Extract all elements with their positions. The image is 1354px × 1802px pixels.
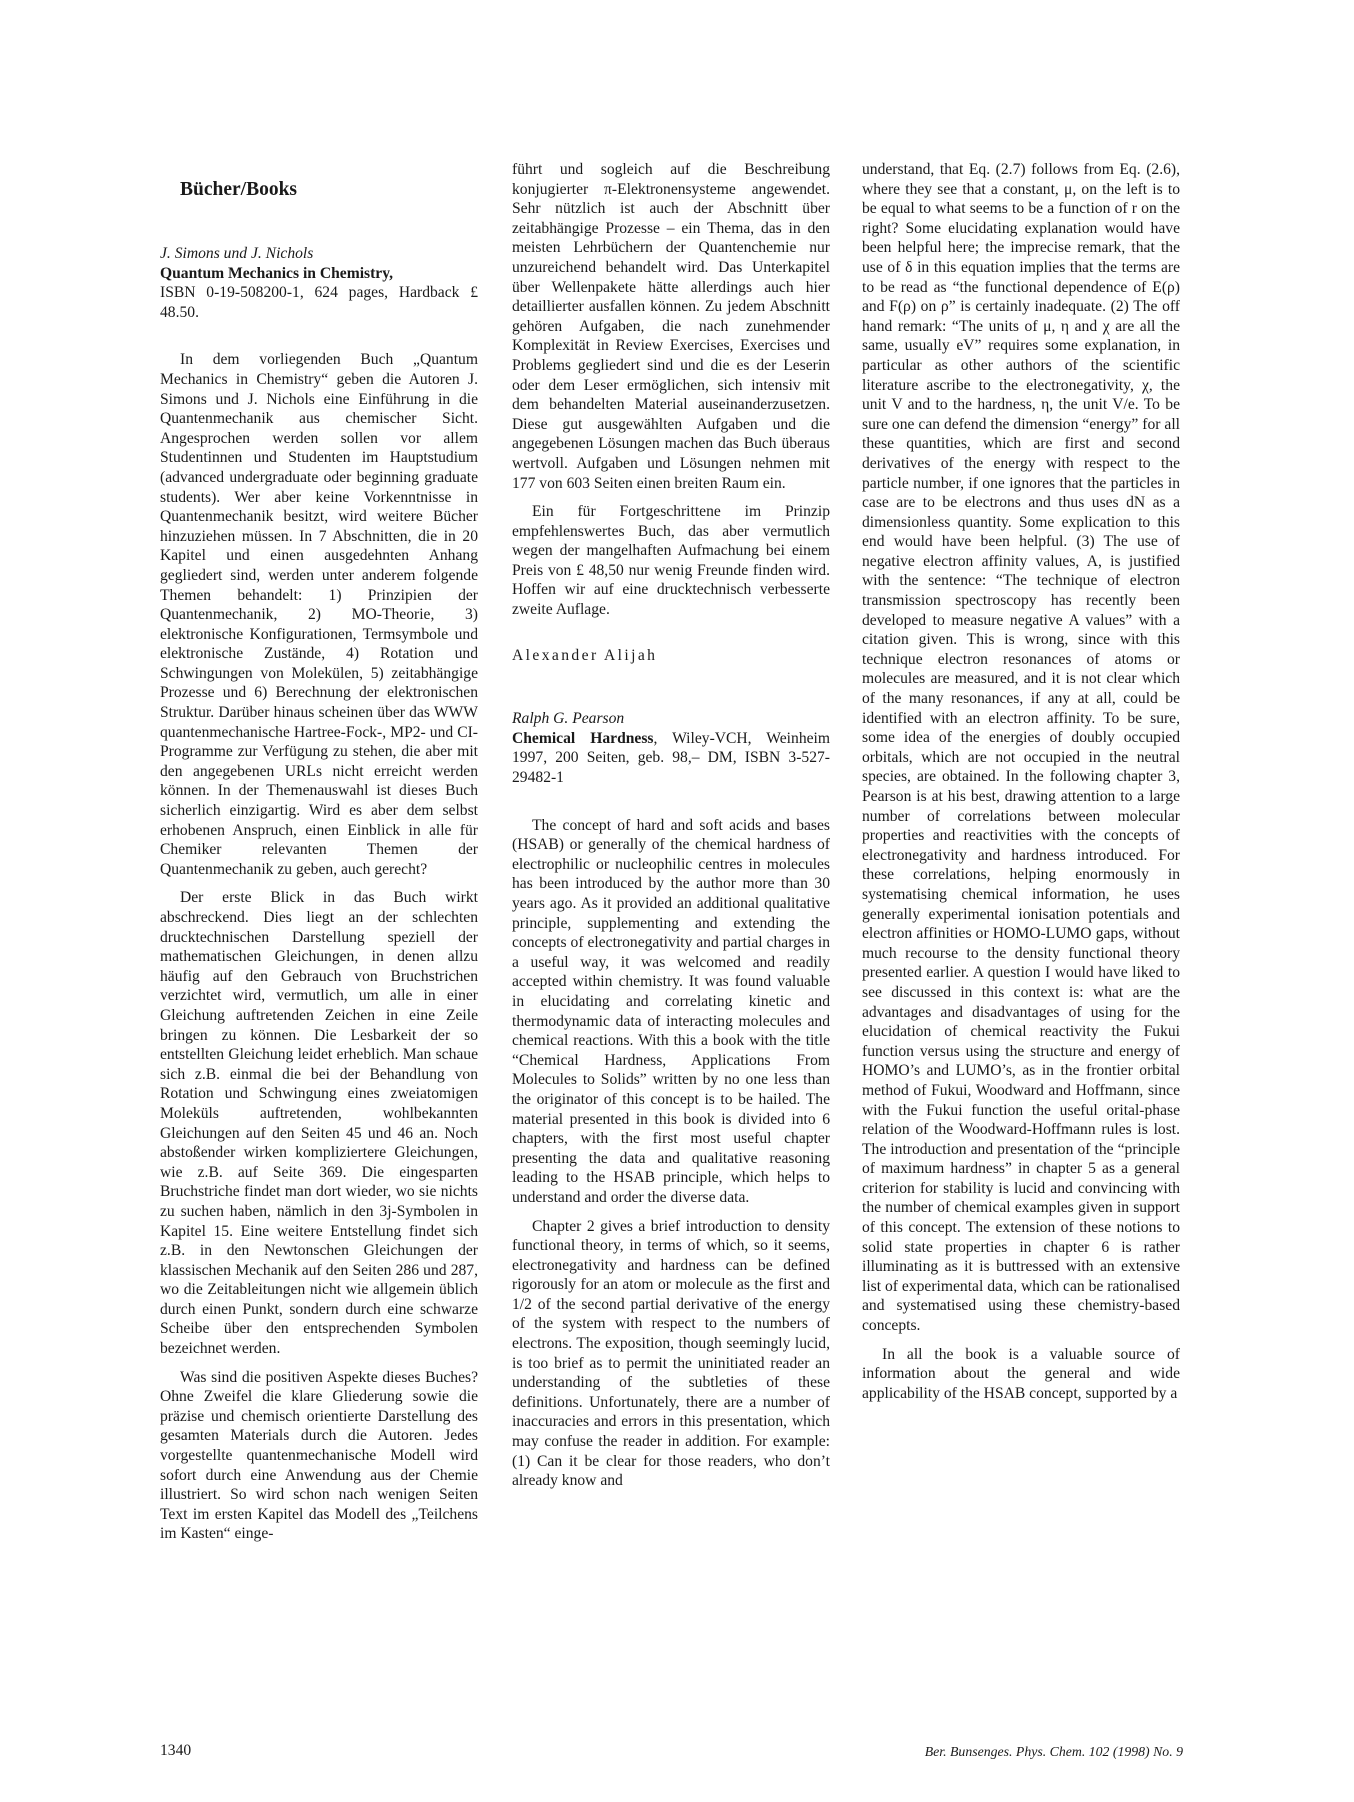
- reviewer-signature: Alexander Alijah: [512, 646, 658, 664]
- review-2-author: Ralph G. Pearson: [512, 710, 625, 728]
- page-number: 1340: [160, 1742, 192, 1759]
- journal-citation: Ber. Bunsenges. Phys. Chem. 102 (1998) No. 9: [924, 1744, 1183, 1759]
- column-3: [862, 160, 1180, 1412]
- review-1-paragraph: In dem vorliegenden Buch „Quantum Mechanics in Chemistry“ geben die Autoren J. Simons und J. Nichols eine Einführung in die Quantenmechanik aus chemischer Sicht. Angesprochen werden sollen vor allem Studentinnen und Studenten im Hauptstudium (advanced undergraduate oder beginning graduate students). Wer aber keine Vorkenntnisse in Quantenmechanik besitzt, wird weitere Bücher hinzuziehen müssen. In 7 Abschnitten, die in 20 Kapitel und einen ausgedehnten Anhang gegliedert sind, werden unter anderem folgende Themen behandelt: 1) Prinzipien der Quantenmechanik, 2) MO-Theorie, 3) elektronische Konfigurationen, Termsymbole und elektronische Zustände, 4) Rotation und Schwingungen von Molekülen, 5) zeitabhängige Prozesse und 6) Berechnung der elektronischen Struktur. Darüber hinaus scheinen über das WWW quantenmechanische Hartree-Fock-, MP2- und CI-Programme zur Verfügung zu stehen, die aber mit den angegebenen URLs nicht erreicht werden können. In der Themenauswahl ist dieses Buch sicherlich einzigartig. Wird es aber dem selbst erhobenen Anspruch, einen Einblick in alle für Chemiker relevanten Themen der Quantenmechanik zu geben, auch gerecht?: [160, 351, 478, 878]
- review-1-author: J. Simons und J. Nichols: [160, 245, 314, 262]
- review-2-paragraph: The concept of hard and soft acids and bases (HSAB) or generally of the chemical hardness of electrophilic or nucleophilic centres in molecules has been introduced by the author more than 30 years ago. As it provided an additional qualitative principle, supplementing and extending the concepts of electronegativity and partial charges in a useful way, it was welcomed and readily accepted within chemistry. It was found valuable in elucidating and correlating kinetic and thermodynamic data of interacting molecules and chemical reactions. With this a book with the title “Chemical Hardness, Applications From Molecules to Solids” written by no one less than the originator of this concept is to be hailed. The material presented in this book is divided into 6 chapters, with the first most useful chapter presenting the data and qualitative reasoning leading to the HSAB principle, which helps to understand and order the diverse data.: [512, 816, 830, 1206]
- review-1-title: Quantum Mechanics in Chemistry,: [160, 264, 394, 282]
- review-2-paragraph: Chapter 2 gives a brief introduction to density functional theory, in terms of which, so it seems, electronegativity and hardness can be defined rigorously for an atom or molecule as the first and 1/2 of the second partial derivative of the energy of the system with respect to the numbers of electrons. The exposition, though seemingly lucid, is too brief as to permit the uninitiated reader an understanding of the subtleties of these definitions. Unfortunately, there are a number of inaccuracies and errors in this presentation, which may confuse the reader in addition. For example: (1) Can it be clear for those readers, who don’t already know and: [512, 1217, 830, 1490]
- review-2-title-line: [512, 729, 830, 788]
- review-2-title: Chemical Hardness: [512, 729, 654, 747]
- column-2: [512, 160, 830, 1500]
- review-1-paragraph: Was sind die positiven Aspekte dieses Buches? Ohne Zweifel die klare Gliederung sowie die präzise und chemisch orientierte Darstellung des gesamten Materials durch die Autoren. Jedes vorgestellte quantenmechanische Modell wird sofort durch eine Anwendung aus der Chemie illustriert. So wird schon nach wenigen Seiten Text im ersten Kapitel das Modell des „Teilchens im Kasten“ einge-: [160, 1368, 478, 1543]
- review-1-header: [160, 244, 478, 322]
- review-1-continuation: führt und sogleich auf die Beschreibung konjugierter π-Elektronensysteme angewendet. Sehr nützlich ist auch der Abschnitt über zeitabhängige Prozesse – ein Thema, das in den meisten Lehrbüchern der Quantenchemie nur unzureichend behandelt wird. Das Unterkapitel über Wellenpakete hätte allerdings auch hier detaillierter ausfallen können. Zu jedem Abschnitt gehören Aufgaben, die nach zunehmender Komplexität in Review Exercises, Exercises und Problems gegliedert sind und die es der Leserin oder dem Leser ermöglichen, sich intensiv mit dem behandelten Material auseinanderzusetzen. Diese gut ausgewählten Aufgaben und die angegebenen Lösungen machen das Buch überaus wertvoll. Aufgaben und Lösungen nehmen mit 177 von 603 Seiten einen breiten Raum ein.: [512, 161, 830, 492]
- review-1-meta: ISBN 0-19-508200-1, 624 pages, Hardback £ 48.50.: [160, 284, 478, 321]
- review-2-paragraph: In all the book is a valuable source of information about the general and wide applicability of the HSAB concept, supported by a: [862, 1345, 1180, 1402]
- review-2-continuation: understand, that Eq. (2.7) follows from Eq. (2.6), where they see that a constant, μ, on the left is to be equal to what seems to be a function of r on the right? Some elucidating explanation would have been helpful here; the imprecise remark, that the use of δ in this equation implies that the terms are to be read as “the functional dependence of E(ρ) and F(ρ) on ρ” is certainly inadequate. (2) The off hand remark: “The units of μ, η and χ are all the same, usually eV” requires some explanation, in particular as other authors of the scientific literature ascribe to the electronegativity, χ, the unit V and to the hardness, η, the unit V/e. To be sure one can defend the dimension “energy” for all these quantities, which are first and second derivatives of the energy with respect to the particle number, if one ignores that the particles in case are to be electrons and thus uses dN as a dimensionless quantity. Some explication to this end would have been helpful. (3) The use of negative electron affinity values, A, is justified with the sentence: “The technique of electron transmission spectroscopy has recently been developed to measure negative A values” with a citation given. This is wrong, since with this technique electron resonances of atoms or molecules are measured, and it is not clear which of the many resonances, if any at all, could be identified with an electron affinity. To be sure, some idea of the energies of doubly occupied orbitals, which are not occupied in the neutral species, are obtained. In the following chapter 3, Pearson is at his best, drawing attention to a large number of correlations between molecular properties and reactivities with the concepts of electronegativity and hardness introduced. For these correlations, helping enormously in systematising chemical information, he uses generally experimental ionisation potentials and electron affinities or HOMO-LUMO gaps, without much recourse to the density functional theory presented earlier. A question I would have liked to see discussed in this context is: what are the advantages and disadvantages of using for the elucidation of chemical reactivity the Fukui function versus using the structure and energy of HOMO’s and LUMO’s, as in the frontier orbital method of Fukui, Woodward and Hoffmann, since with the Fukui function the useful orital-phase relation of the Woodward-Hoffmann rules is lost. The introduction and presentation of the “principle of maximum hardness” in chapter 5 as a general criterion for stability is lucid and convincing with the number of chemical examples given in support of this concept. The extension of these notions to solid state properties in chapter 6 is rather illuminating as it is buttressed with an extensive list of experimental data, which can be rationalised and systematised using these chemistry-based concepts.: [862, 161, 1180, 1335]
- review-1-paragraph: Ein für Fortgeschrittene im Prinzip empfehlenswertes Buch, das aber vermutlich wegen der mangelhaften Aufmachung bei einem Preis von £ 48,50 nur wenig Freunde finden wird. Hoffen wir auf eine drucktechnisch verbesserte zweite Auflage.: [512, 503, 830, 619]
- review-2-header: [512, 709, 830, 787]
- column-1: [160, 172, 478, 1553]
- review-2-meta: , Wiley-VCH, Weinheim 1997, 200 Seiten, geb. 98,– DM, ISBN 3-527-29482-1: [512, 729, 830, 787]
- review-1-paragraph: Der erste Blick in das Buch wirkt abschreckend. Dies liegt an der schlechten drucktechnischen Darstellung speziell der mathematischen Gleichungen, in denen allzu häufig auf den Gebrauch von Bruchstrichen verzichtet wird, vermutlich, um alle in einer Gleichung auftretenden Zeichen in eine Zeile bringen zu können. Die Lesbarkeit der so entstellten Gleichung leidet erheblich. Man schaue sich z.B. einmal die bei der Behandlung von Rotation und Schwingung eines zweiatomigen Moleküls auftretenden, wohlbekannten Gleichungen auf den Seiten 45 und 46 an. Noch abstoßender wirken kompliziertere Gleichungen, wie z.B. auf Seite 369. Die eingesparten Bruchstriche findet man dort wieder, wo sie nichts zu suchen haben, nämlich in den 3j-Symbolen in Kapitel 15. Eine weitere Entstellung findet sich z.B. in den Newtonschen Gleichungen der klassischen Mechanik auf den Seiten 286 und 287, wo die Zeitableitungen nicht wie allgemein üblich durch einen Punkt, sondern durch eine schwarze Scheibe über den entsprechenden Symbolen bezeichnet werden.: [160, 889, 478, 1358]
- section-title: Bücher/Books: [180, 179, 298, 200]
